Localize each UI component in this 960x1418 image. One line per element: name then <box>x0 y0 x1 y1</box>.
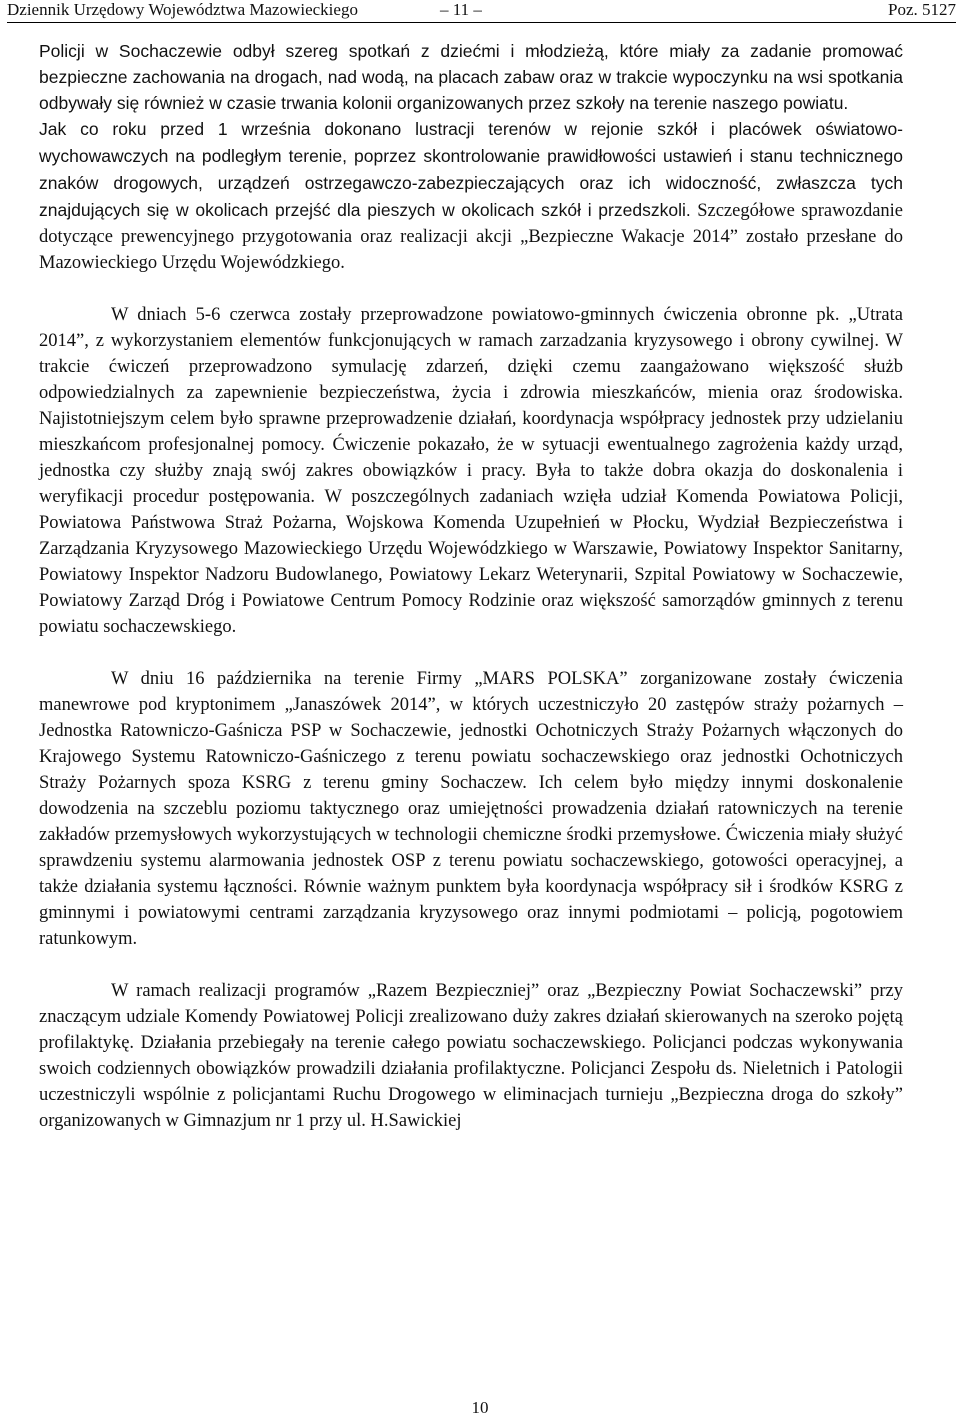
journal-title: Dziennik Urzędowy Województwa Mazowieckiego <box>7 0 358 19</box>
paragraph-school-inspection-text: Jak co roku przed 1 września dokonano lustracji terenów w rejonie szkół i placówek oświatowo-wychowawczych na podległym terenie, poprzez skontrolowanie prawidłowości ustawień i stanu technicznego znaków drogowych, urządzeń ostrzegawczo-zabezpieczających oraz ich widoczność, zwłaszcza tych znajdujących się w okolicach przejść dla pieszych w okolicach szkół i przedszkoli. <box>39 119 903 220</box>
page-header <box>7 0 956 23</box>
paragraph-gap <box>39 640 903 666</box>
page-footer-number: 10 <box>471 1398 489 1417</box>
paragraph-gap <box>39 952 903 978</box>
document-body <box>39 38 903 1134</box>
paragraph-police-meetings: Policji w Sochaczewie odbył szereg spotkań z dziećmi i młodzieżą, które miały za zadanie promować bezpieczne zachowania na drogach, nad wodą, na placach zabaw oraz w trakcie wypoczynku na wsi spotkania odbywały się również w czasie trwania kolonii organizowanych przez szkoły na terenie naszego powiatu. <box>39 41 903 113</box>
header-page-number: – 11 – <box>440 0 482 19</box>
paragraph-defense-exercises: W dniach 5-6 czerwca zostały przeprowadzone powiatowo-gminnych ćwiczenia obronne pk. „Utrata 2014”, z wykorzystaniem elementów funkcjonujących w ramach zarzadzania kryzysowego i obrony cywilnej. W trakcie ćwiczeń przeprowadzono symulację zdarzeń, dzięki czemu zaangażowano większość służb odpowiedzialnych za zapewnienie bezpieczeństwa, życia i zdrowia mieszkańców, mienia oraz środowiska. Najistotniejszym celem było sprawne przeprowadzenie działań, koordynacja współpracy jednostek przy udzielaniu mieszkańcom profesjonalnej pomocy. Ćwiczenie pokazało, że w sytuacji ewentualnego zagrożenia każdy urząd, jednostka czy służby znają swój zakres obowiązków i pracy. Była to także dobra okazja do doskonalenia i weryfikacji procedur postępowania. W poszczególnych zadaniach wzięła udział Komenda Powiatowa Policji, Powiatowa Państwowa Straż Pożarna, Wojskowa Komenda Uzupełnień w Płocku, Wydział Bezpieczeństwa i Zarządzania Kryzysowego Mazowieckiego Urzędu Wojewódzkiego w Warszawie, Powiatowy Inspektor Sanitarny, Powiatowy Inspektor Nadzoru Budowlanego, Powiatowy Lekarz Weterynarii, Szpital Powiatowy w Sochaczewie, Powiatowy Zarząd Dróg i Powiatowe Centrum Pomocy Rodzinie oraz większość samorządów gminnych z terenu powiatu sochaczewskiego. <box>39 305 903 637</box>
paragraph-safety-programs: W ramach realizacji programów „Razem Bezpieczniej” oraz „Bezpieczny Powiat Sochaczewski” przy znaczącym udziale Komendy Powiatowej Policji zrealizowano duży zakres działań skierowanych na szeroko pojętą profilaktykę. Działania przebiegały na terenie całego powiatu sochaczewskiego. Policjanci podczas wykonywania swoich codziennych obowiązków prowadzili działania profilaktyczne. Policjanci Zespołu ds. Nieletnich i Patologii uczestniczyli wspólnie z policjantami Ruchu Drogowego w eliminacjach turnieju „Bezpieczna droga do szkoły” organizowanych w Gimnazjum nr 1 przy ul. H.Sawickiej <box>39 981 903 1131</box>
paragraph-report-text: Szczegółowe sprawozdanie dotyczące prewencyjnego przygotowania oraz realizacji akcji „Bezpieczne Wakacje 2014” zostało przesłane do Mazowieckiego Urzędu Wojewódzkiego. <box>39 201 904 273</box>
paragraph-school-inspection <box>39 116 903 276</box>
paragraph-gap <box>39 276 903 302</box>
paragraph-mars-exercises: W dniu 16 października na terenie Firmy „MARS POLSKA” zorganizowane zostały ćwiczenia manewrowe pod kryptonimem „Janaszówek 2014”, w których uczestniczyło 20 zastępów straży pożarnych – Jednostka Ratowniczo-Gaśnicza PSP w Sochaczewie, jednostki Ochotniczych Straży Pożarnych włączonych do Krajowego Systemu Ratowniczo-Gaśniczego z terenu powiatu sochaczewskiego oraz jednostki Ochotniczych Straży Pożarnych spoza KSRG z terenu gminy Sochaczew. Ich celem było między innymi doskonalenie dowodzenia na szczeblu poziomu taktycznego oraz umiejętności prowadzenia działań ratowniczych na terenie zakładów przemysłowych wykorzystujących w technologii chemiczne środki przemysłowe. Ćwiczenia miały służyć sprawdzeniu systemu alarmowania jednostek OSP z terenu powiatu sochaczewskiego, gotowości operacyjnej, a także działania systemu łączności. Równie ważnym punktem była koordynacja współpracy sił i środków KSRG z gminnymi i powiatowymi centrami zarządzania kryzysowego oraz innymi podmiotami – policją, pogotowiem ratunkowym. <box>39 669 903 949</box>
position-number: Poz. 5127 <box>888 0 956 19</box>
